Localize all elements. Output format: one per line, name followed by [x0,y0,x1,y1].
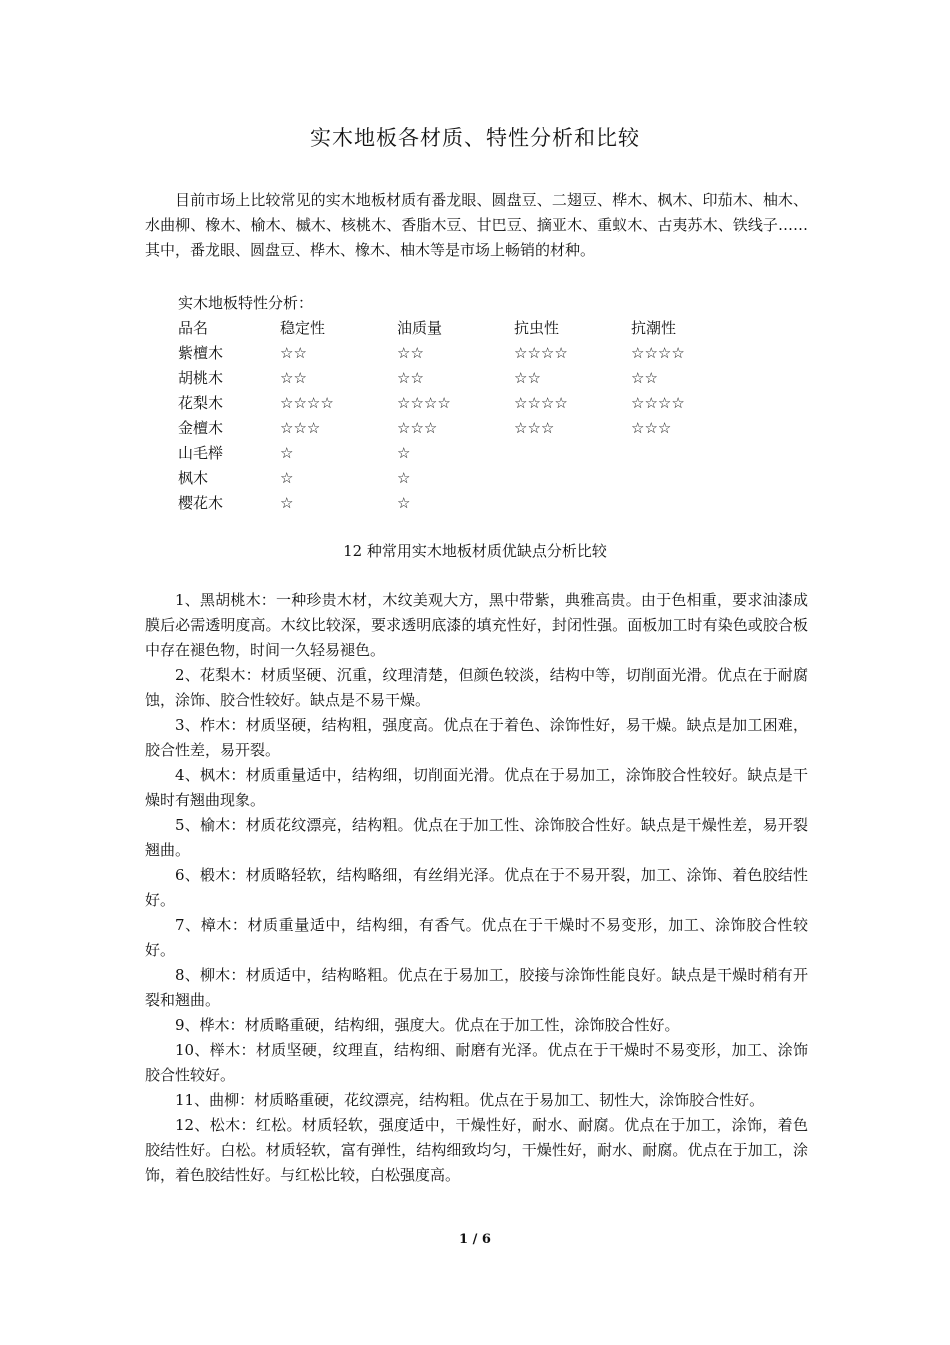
rating-cell: ☆☆☆☆ [280,394,334,412]
rating-cell [631,491,748,516]
rating-cell: ☆☆☆☆ [397,394,451,412]
table-row [178,366,748,391]
rating-cell: ☆☆☆☆ [631,344,685,362]
list-item: 2、花梨木：材质坚硬、沉重，纹理清楚，但颜色较淡，结构中等，切削面光滑。优点在于耐腐蚀，涂饰、胶合性较好。缺点是不易干燥。 [145,666,808,709]
rating-cell: ☆☆ [631,369,658,387]
list-item: 11、曲柳：材质略重硬，花纹漂亮，结构粗。优点在于易加工、韧性大，涂饰胶合性好。 [175,1091,765,1109]
header-cell: 抗潮性 [631,319,677,337]
list-item: 12、松木：红松。材质轻软，强度适中，干燥性好，耐水、耐腐。优点在于加工，涂饰，着色胶结性好。白松。材质轻软，富有弹性，结构细致均匀，干燥性好，耐水、耐腐。优点在于加工，涂饰，着色胶结性好。与红松比较，白松强度高。 [145,1116,808,1184]
table-row [178,416,748,441]
rating-cell [631,466,748,491]
properties-table [178,316,748,516]
rating-cell: ☆ [397,444,411,462]
wood-name-cell: 金檀木 [178,419,224,437]
rating-cell [514,491,631,516]
wood-name-cell: 胡桃木 [178,369,224,387]
rating-cell [514,466,631,491]
header-cell: 稳定性 [280,319,326,337]
header-cell: 油质量 [397,319,443,337]
rating-cell: ☆ [280,469,294,487]
rating-cell: ☆☆☆☆ [514,394,568,412]
rating-cell: ☆ [397,469,411,487]
list-item: 1、黑胡桃木：一种珍贵木材，木纹美观大方，黑中带紫，典雅高贵。由于色相重，要求油漆成膜后必需透明度高。木纹比较深，要求透明底漆的填充性好，封闭性强。面板加工时有染色或胶合板中存在褪色物，时间一久轻易褪色。 [145,591,808,659]
list-item: 5、榆木：材质花纹漂亮，结构粗。优点在于加工性、涂饰胶合性好。缺点是干燥性差，易开裂翘曲。 [145,816,808,859]
intro-section [145,188,808,263]
rating-cell [631,441,748,466]
rating-cell: ☆☆ [280,344,307,362]
material-list [145,588,808,1188]
table-row [178,341,748,366]
rating-cell [514,441,631,466]
list-item: 8、柳木：材质适中，结构略粗。优点在于易加工，胶接与涂饰性能良好。缺点是干燥时稍有开裂和翘曲。 [145,966,808,1009]
document-title: 实木地板各材质、特性分析和比较 [310,126,640,150]
rating-cell: ☆☆ [280,369,307,387]
table-row [178,466,748,491]
list-item: 4、枫木：材质重量适中，结构细，切削面光滑。优点在于易加工，涂饰胶合性较好。缺点是干燥时有翘曲现象。 [145,766,808,809]
table-row [178,491,748,516]
list-item: 9、桦木：材质略重硬，结构细，强度大。优点在于加工性，涂饰胶合性好。 [175,1016,680,1034]
wood-name-cell: 樱花木 [178,494,224,512]
rating-cell: ☆☆ [514,369,541,387]
rating-cell: ☆☆☆☆ [514,344,568,362]
table-caption: 实木地板特性分析： [178,294,314,312]
rating-cell: ☆☆ [397,344,424,362]
rating-cell: ☆ [280,494,294,512]
rating-cell: ☆☆☆ [631,419,672,437]
rating-cell: ☆☆☆☆ [631,394,685,412]
rating-cell: ☆ [280,444,294,462]
wood-name-cell: 紫檀木 [178,344,224,362]
rating-cell: ☆☆☆ [514,419,555,437]
page-number: 1 / 6 [459,1232,491,1247]
header-cell: 抗虫性 [514,319,560,337]
wood-name-cell: 山毛榉 [178,444,224,462]
intro-paragraph: 目前市场上比较常见的实木地板材质有番龙眼、圆盘豆、二翅豆、桦木、枫木、印茄木、柚木、水曲柳、橡木、榆木、槭木、核桃木、香脂木豆、甘巴豆、摘亚木、重蚁木、古夷苏木、铁线子……其中，番龙眼、圆盘豆、桦木、橡木、柚木等是市场上畅销的材种。 [145,191,808,259]
wood-name-cell: 枫木 [178,469,209,487]
wood-name-cell: 花梨木 [178,394,224,412]
table-header-row [178,316,748,341]
rating-cell: ☆☆ [397,369,424,387]
rating-cell: ☆☆☆ [397,419,438,437]
rating-cell: ☆ [397,494,411,512]
header-cell: 品名 [178,319,209,337]
list-item: 3、柞木：材质坚硬，结构粗，强度高。优点在于着色、涂饰性好，易干燥。缺点是加工困难，胶合性差，易开裂。 [145,716,808,759]
list-item: 6、椴木：材质略轻软，结构略细，有丝绢光泽。优点在于不易开裂，加工、涂饰、着色胶结性好。 [145,866,808,909]
list-item: 10、榉木：材质坚硬，纹理直，结构细、耐磨有光泽。优点在于干燥时不易变形，加工、涂饰胶合性较好。 [145,1041,808,1084]
rating-cell: ☆☆☆ [280,419,321,437]
section-title: 12 种常用实木地板材质优缺点分析比较 [343,542,607,560]
list-item: 7、樟木：材质重量适中，结构细，有香气。优点在于干燥时不易变形，加工、涂饰胶合性较好。 [145,916,808,959]
table-row [178,391,748,416]
table-row [178,441,748,466]
